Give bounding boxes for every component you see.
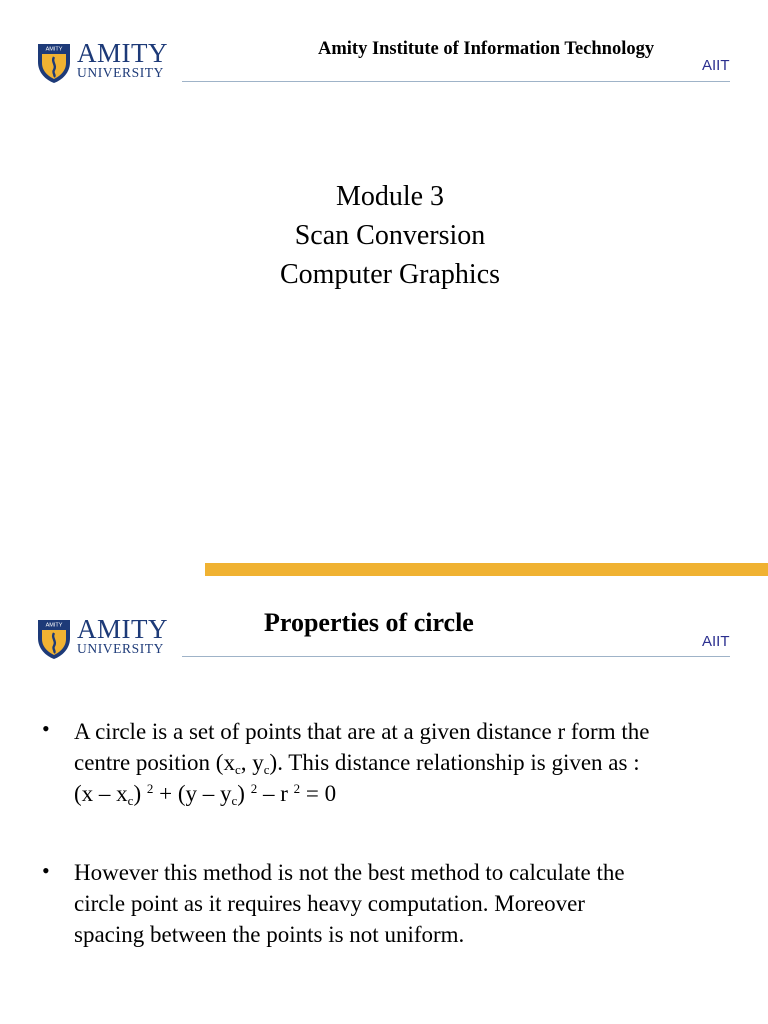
circle-equation: $(x - x_c)$ $^2 + (y - y_c)$ $^2$ – r $^2$ = 0 — [74, 781, 337, 808]
institute-name: Amity Institute of Information Technology — [318, 39, 655, 59]
bullet-circle-definition — [74, 716, 744, 809]
amity-shield-icon — [36, 616, 72, 660]
bullet-line: However this method is not the best method to calculate the — [74, 860, 625, 885]
aiit-tag: AIIT — [702, 57, 730, 74]
bullet-marker: • — [42, 858, 50, 883]
title-line-course: Computer Graphics — [279, 259, 501, 290]
amity-shield-icon — [36, 40, 72, 84]
bullet-method-limitation — [74, 857, 744, 950]
aiit-tag: AIIT — [702, 633, 730, 650]
bullet-line: A circle is a set of points that are at a given distance r form the — [74, 719, 650, 744]
logo-university-text: UNIVERSITY — [77, 65, 164, 80]
amity-university-logo — [36, 616, 168, 660]
slide-divider-bar — [205, 563, 768, 576]
logo-amity-text: AMITY — [77, 614, 168, 644]
logo-amity-text: AMITY — [77, 38, 168, 68]
bullet-line: circle point as it requires heavy computation. Moreover — [74, 891, 585, 916]
bullet-line: spacing between the points is not uniform. — [74, 922, 465, 947]
svg-text:AMITY: AMITY — [45, 46, 63, 53]
slide-title: Properties of circle — [264, 608, 474, 637]
header-rule — [182, 656, 730, 657]
bullet-marker: • — [42, 716, 50, 741]
bullet-line: centre position ($x_c$, $y_c$). This distance relationship is given as : — [74, 750, 640, 777]
svg-text:AMITY: AMITY — [45, 622, 63, 629]
amity-university-logo — [36, 40, 168, 84]
title-line-topic: Scan Conversion — [294, 220, 486, 251]
header-rule — [182, 81, 730, 82]
logo-university-text: UNIVERSITY — [77, 641, 164, 656]
title-line-module: Module 3 — [335, 181, 445, 212]
